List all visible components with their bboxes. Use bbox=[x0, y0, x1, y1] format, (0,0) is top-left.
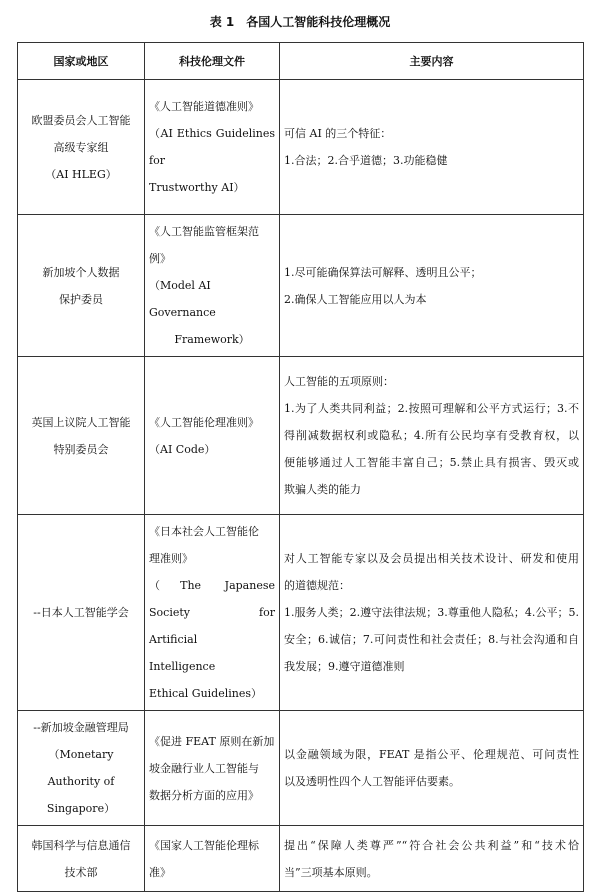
document-line: Trustworthy AI） bbox=[149, 181, 245, 194]
region-cell bbox=[18, 357, 145, 515]
content-line: 安全；6.诚信；7.可问责性和社会责任；8.与社会沟通和自 bbox=[284, 633, 579, 646]
document-line: 坡金融行业人工智能与 bbox=[149, 761, 259, 775]
content-line: 以金融领域为限，FEAT 是指公平、伦理规范、可问责性 bbox=[284, 748, 579, 761]
document-line: Ethical Guidelines） bbox=[149, 687, 263, 700]
document-cell bbox=[145, 515, 280, 711]
document-line: （Model AI Governance bbox=[149, 279, 216, 319]
region-cell bbox=[18, 215, 145, 357]
document-line: （AI Code） bbox=[149, 442, 216, 456]
content-line: 1.合法；2.合乎道德；3.功能稳健 bbox=[284, 154, 448, 167]
document-line: Artificial Intelligence bbox=[149, 633, 220, 673]
document-line: Framework） bbox=[174, 333, 250, 346]
content-line: 以及透明性四个人工智能评估要素。 bbox=[284, 775, 460, 788]
table-caption: 表 1 各国人工智能科技伦理概况 bbox=[209, 15, 391, 29]
content-cell bbox=[280, 826, 584, 892]
document-cell bbox=[145, 711, 280, 826]
content-line: 1.服务人类；2.遵守法律法规；3.尊重他人隐私；4.公平；5. bbox=[284, 606, 579, 619]
region-line: （AI HLEG） bbox=[45, 167, 117, 181]
content-cell bbox=[280, 215, 584, 357]
document-line: （The Japanese Society for bbox=[149, 579, 275, 619]
region-line: 特别委员会 bbox=[53, 442, 109, 456]
region-cell bbox=[18, 826, 145, 892]
region-cell bbox=[18, 80, 145, 215]
content-cell bbox=[280, 515, 584, 711]
table-row bbox=[18, 711, 584, 826]
content-line: 便能够通过人工智能丰富自己；5.禁止具有损害、毁灭或 bbox=[284, 456, 579, 469]
region-line: 韩国科学与信息通信 bbox=[31, 838, 131, 852]
content-line: 1.尽可能确保算法可解释、透明且公平； bbox=[284, 265, 482, 279]
region-line: （Monetary Authority of bbox=[47, 748, 115, 788]
region-line: --日本人工智能学会 bbox=[33, 606, 129, 619]
region-cell bbox=[18, 711, 145, 826]
content-line: 得削减数据权利或隐私；4.所有公民均享有受教育权，以 bbox=[284, 429, 579, 442]
region-line: 欧盟委员会人工智能 bbox=[31, 113, 131, 127]
content-line: 人工智能的五项原则： bbox=[284, 375, 394, 388]
table-row bbox=[18, 357, 584, 515]
header-region: 国家或地区 bbox=[18, 43, 145, 80]
document-line: 《人工智能监管框架范 bbox=[149, 225, 259, 238]
document-line: 例》 bbox=[149, 252, 171, 265]
region-cell bbox=[18, 515, 145, 711]
content-line: 可信 AI 的三个特征： bbox=[284, 127, 392, 140]
content-line: 2.确保人工智能应用以人为本 bbox=[284, 292, 427, 306]
ethics-table bbox=[17, 42, 584, 892]
region-line: Singapore） bbox=[46, 802, 116, 815]
document-cell bbox=[145, 357, 280, 515]
region-line: 保护委员 bbox=[59, 292, 103, 306]
content-cell bbox=[280, 80, 584, 215]
table-row bbox=[18, 215, 584, 357]
document-cell bbox=[145, 215, 280, 357]
region-line: 技术部 bbox=[64, 865, 98, 879]
region-line: --新加坡金融管理局 bbox=[33, 721, 129, 734]
header-row bbox=[18, 43, 584, 80]
content-cell bbox=[280, 357, 584, 515]
document-line: 《人工智能伦理准则》 bbox=[149, 415, 259, 429]
region-line: 高级专家组 bbox=[53, 140, 109, 154]
content-cell bbox=[280, 711, 584, 826]
document-line: 《促进 FEAT 原则在新加 bbox=[149, 734, 275, 748]
document-line: 《人工智能道德准则》 bbox=[149, 100, 259, 113]
header-document: 科技伦理文件 bbox=[145, 43, 280, 80]
document-line: 理准则》 bbox=[149, 552, 193, 565]
region-line: 英国上议院人工智能 bbox=[31, 415, 131, 429]
table-row bbox=[18, 515, 584, 711]
header-content: 主要内容 bbox=[280, 43, 584, 80]
content-line: 欺骗人类的能力 bbox=[284, 483, 361, 496]
table-row bbox=[18, 80, 584, 215]
region-line: 新加坡个人数据 bbox=[42, 265, 120, 279]
document-cell bbox=[145, 826, 280, 892]
content-line: 提出“保障人类尊严”“符合社会公共利益”和“技术恰 bbox=[284, 838, 579, 852]
document-line: 准》 bbox=[149, 865, 171, 879]
content-line: 的道德规范： bbox=[284, 579, 350, 592]
content-line: 对人工智能专家以及会员提出相关技术设计、研发和使用 bbox=[284, 552, 579, 565]
document-line: 数据分析方面的应用》 bbox=[149, 788, 259, 802]
document-cell bbox=[145, 80, 280, 215]
content-line: 当”三项基本原则。 bbox=[284, 865, 378, 879]
content-line: 我发展；9.遵守道德准则 bbox=[284, 660, 405, 673]
document-line: 《国家人工智能伦理标 bbox=[149, 838, 259, 852]
content-line: 1.为了人类共同利益；2.按照可理解和公平方式运行；3.不 bbox=[284, 402, 579, 415]
document-line: 《日本社会人工智能伦 bbox=[149, 525, 259, 538]
document-line: （AI Ethics Guidelines for bbox=[149, 127, 275, 167]
table-row bbox=[18, 826, 584, 892]
